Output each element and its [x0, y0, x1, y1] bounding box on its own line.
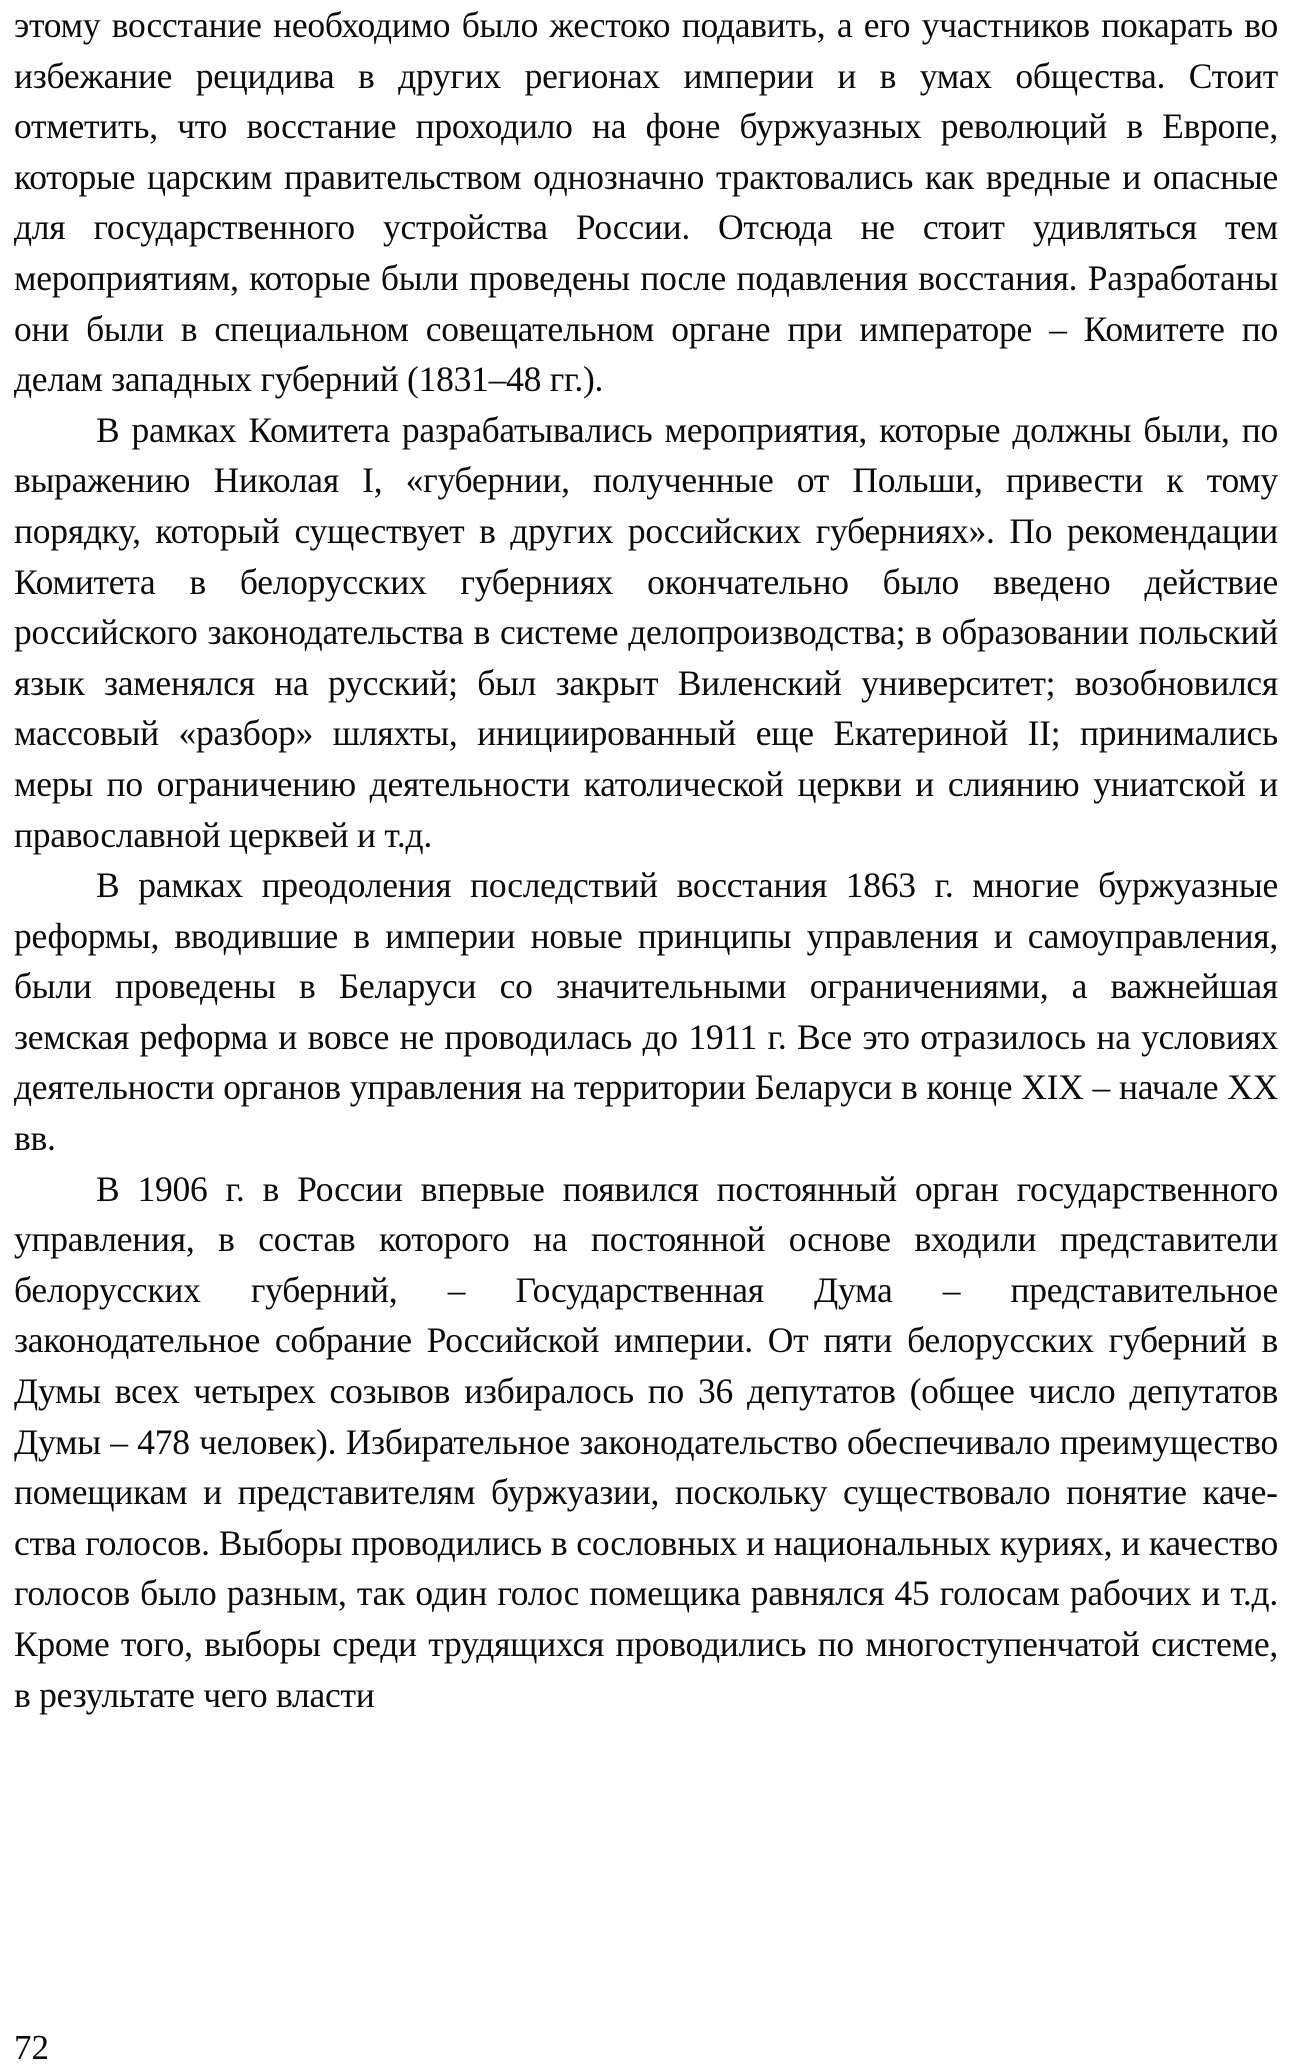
paragraph-1863-reforms: В рамках преодоления последствий восстания 1863 г. многие буржуазные реформы, вводившие в империи новые принципы управления и самоуправления, были проведены в Беларуси со значительными ограничениями, а важнейшая земская реформа и вовсе не проводилась до 1911 г. Все это отразилось на условиях деятельности органов управления на территории Беларуси в конце XIX – начале XX вв. [14, 865, 1278, 1159]
paragraph-state-duma: В 1906 г. в России впервые появился постоянный орган государственного управления, в состав которого на постоянной основе входили представители белорусских губерний, – Государственная Дума – представительное законодательное собрание Российской империи. От пяти белорусских губерний в Думы всех четырех созывов избиралось по 36 депутатов (общее число депутатов Думы – 478 человек). Избирательное законодательство обеспечивало преимущество помещикам и представителям буржуазии, поскольку существовало понятие качества голосов. Выборы проводились в сословных и национальных куриях, и качество голосов было разным, так один голос помещика равнялся 45 голосам рабочих и т.д. Кроме того, выборы среди трудящихся проводились по многоступенчатой системе, в результате чего власти [14, 1168, 1278, 1715]
paragraph-committee-measures: В рамках Комитета разрабатывались мероприятия, которые должны были, по выражению Николая I, «губернии, полученные от Польши, привести к тому порядку, который существует в других российских губерниях». По рекомендации Комитета в белорусских губерниях окончательно было введено действие российского законодательства в системе делопроизводства; в образовании польский язык заменялся на русский; был закрыт Виленский университет; возобновился массовый «разбор» шляхты, инициированный еще Екатериной II; принимались меры по ограничению деятельности католической церкви и слиянию униатской и православной церквей и т.д. [14, 409, 1278, 855]
page-number: 72 [14, 2028, 49, 2067]
book-page [14, 0, 1278, 1720]
paragraph-continuation: этому восстание необходимо было жестоко подавить, а его участников покарать во избежание рецидива в других регионах империи и в умах общества. Стоит отметить, что восстание проходило на фоне буржуазных революций в Европе, которые царским правительством однозначно трактовались как вредные и опасные для государственного устройства России. Отсюда не стоит удивляться тем мероприятиям, которые были проведены после подавления восстания. Разработаны они были в специальном совещательном органе при императоре – Комитете по делам западных губерний (1831–48 гг.). [14, 5, 1278, 400]
